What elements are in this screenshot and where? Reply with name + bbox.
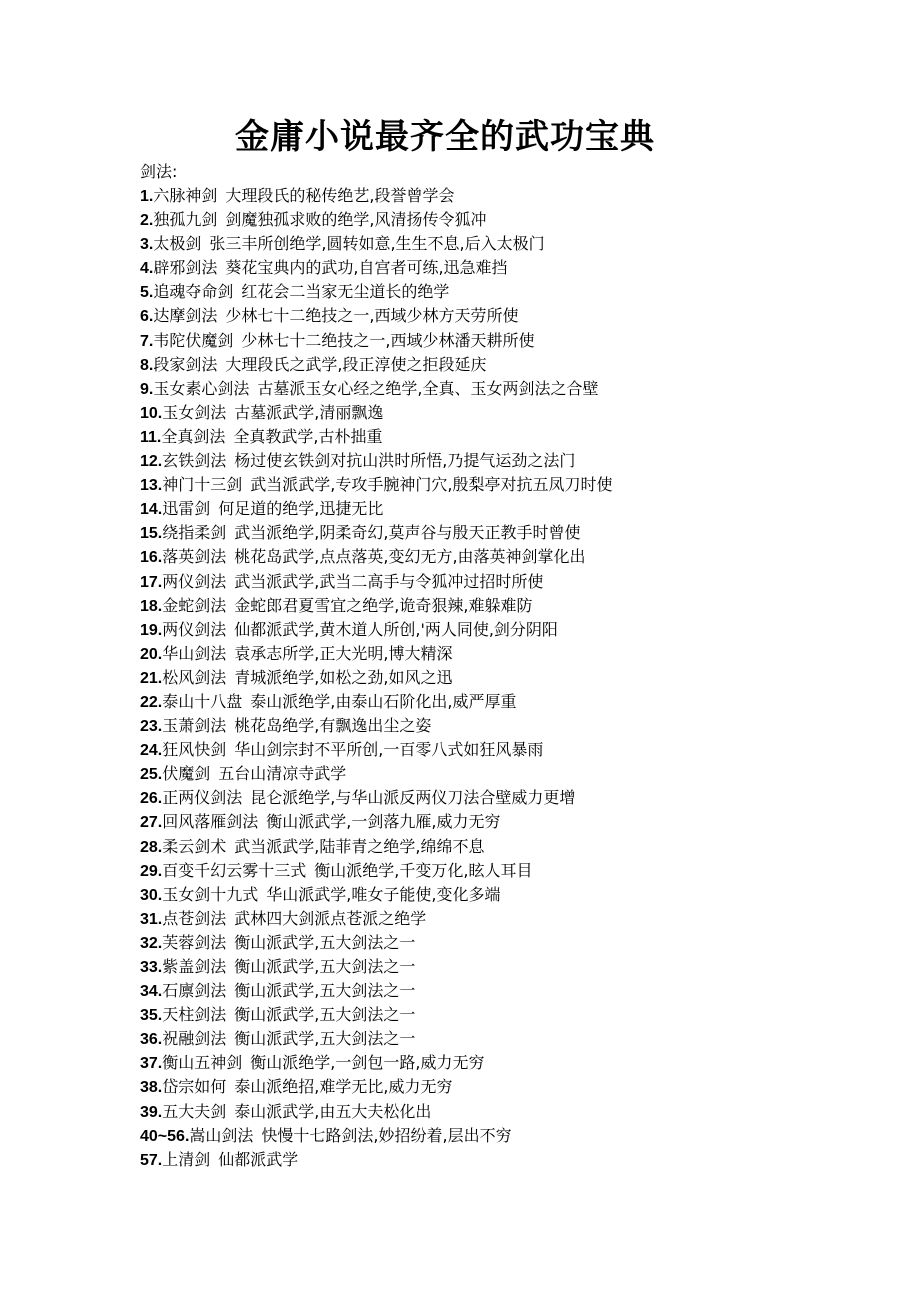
entry-technique-name: 两仪剑法 [162, 619, 227, 639]
entry-technique-name: 狂风快剑 [162, 740, 227, 760]
entry-description: 武当派武学,专攻手腕神门穴,殷梨亭对抗五凤刀时使 [250, 475, 613, 495]
entry-number: 21. [140, 669, 163, 687]
entry-number: 37. [140, 1055, 163, 1073]
entry-description: 少林七十二绝技之一,西域少林方天劳所使 [225, 306, 519, 326]
entry-number: 15. [140, 525, 163, 543]
entry-description: 衡山派绝学,千变万化,眩人耳目 [314, 860, 533, 880]
entry-technique-name: 紫盖剑法 [162, 957, 227, 976]
entry-number: 40~56. [140, 1127, 190, 1145]
entry-technique-name: 追魂夺命剑 [153, 282, 234, 302]
list-item [140, 1124, 900, 1148]
entry-description: 衡山派武学,五大剑法之一 [234, 981, 416, 1001]
entry-description: 张三丰所创绝学,圆转如意,生生不息,后入太极门 [209, 234, 545, 254]
entry-number: 36. [140, 1031, 163, 1049]
entry-description: 古墓派武学,清丽飘逸 [234, 402, 384, 422]
entry-number: 32. [140, 934, 163, 952]
entry-technique-name: 落英剑法 [162, 547, 227, 567]
entry-description: 泰山派绝学,由泰山石阶化出,威严厚重 [250, 691, 517, 711]
list-item [140, 377, 900, 401]
list-item [140, 1075, 900, 1099]
entry-description: 桃花岛绝学,有飘逸出尘之姿 [234, 716, 432, 736]
entry-description: 泰山派武学,由五大夫松化出 [234, 1101, 432, 1121]
entry-technique-name: 达摩剑法 [153, 306, 218, 326]
list-item [140, 280, 900, 304]
entry-number: 39. [140, 1103, 163, 1121]
list-item [140, 425, 900, 449]
list-item [140, 859, 900, 883]
entry-description: 衡山派武学,一剑落九雁,威力无穷 [266, 812, 501, 832]
entry-description: 昆仑派绝学,与华山派反两仪刀法合壁威力更增 [250, 788, 576, 808]
entry-description: 仙都派武学 [218, 1149, 299, 1169]
list-item [140, 690, 900, 714]
entry-number: 22. [140, 693, 163, 711]
entry-technique-name: 石廪剑法 [162, 981, 227, 1001]
entry-number: 33. [140, 959, 163, 976]
list-item [140, 642, 900, 666]
entry-number: 31. [140, 910, 163, 928]
list-item [140, 184, 900, 208]
entry-number: 28. [140, 838, 163, 856]
list-item [140, 401, 900, 425]
list-item [140, 329, 900, 353]
entry-description: 剑魔独孤求败的绝学,风清扬传令狐冲 [225, 210, 487, 230]
entry-number: 16. [140, 549, 163, 567]
entry-technique-name: 点苍剑法 [162, 908, 227, 928]
entry-number: 13. [140, 477, 163, 495]
entry-number: 5. [140, 284, 154, 302]
list-item [140, 786, 900, 810]
entry-technique-name: 玉女素心剑法 [153, 378, 250, 398]
entry-technique-name: 辟邪剑法 [153, 258, 218, 278]
entry-number: 18. [140, 597, 163, 615]
list-item [140, 835, 900, 859]
entry-number: 8. [140, 356, 154, 374]
entry-description: 华山派武学,唯女子能使,变化多端 [266, 884, 501, 904]
entry-technique-name: 回风落雁剑法 [162, 812, 259, 832]
entry-technique-name: 芙蓉剑法 [162, 932, 227, 952]
entry-number: 12. [140, 453, 163, 471]
entry-number: 26. [140, 790, 163, 808]
entry-number: 35. [140, 1007, 163, 1025]
entry-technique-name: 韦陀伏魔剑 [153, 330, 234, 350]
list-item [140, 570, 900, 594]
entry-number: 29. [140, 862, 163, 880]
entry-description: 古墓派玉女心经之绝学,全真、玉女两剑法之合壁 [257, 378, 599, 398]
entry-technique-name: 全真剑法 [161, 426, 226, 446]
list-item [140, 1027, 900, 1051]
entry-description: 袁承志所学,正大光明,博大精深 [234, 643, 453, 663]
entry-number: 57. [140, 1151, 163, 1169]
list-item [140, 810, 900, 834]
list-item [140, 473, 900, 497]
list-item [140, 449, 900, 473]
entry-technique-name: 泰山十八盘 [162, 691, 243, 711]
list-item [140, 714, 900, 738]
list-item [140, 353, 900, 377]
entry-number: 6. [140, 308, 154, 326]
list-item [140, 883, 900, 907]
list-item [140, 304, 900, 328]
entry-technique-name: 神门十三剑 [162, 475, 243, 495]
entry-description: 武林四大剑派点苍派之绝学 [234, 908, 427, 928]
entry-technique-name: 祝融剑法 [162, 1029, 227, 1049]
entry-description: 少林七十二绝技之一,西域少林潘天耕所使 [241, 330, 535, 350]
entry-description: 桃花岛武学,点点落英,变幻无方,由落英神剑掌化出 [234, 547, 586, 567]
entry-number: 25. [140, 766, 163, 784]
entry-description: 金蛇郎君夏雪宜之绝学,诡奇狠辣,难躲难防 [234, 595, 533, 615]
entry-technique-name: 正两仪剑法 [162, 788, 243, 808]
entry-technique-name: 迅雷剑 [162, 499, 211, 519]
list-item [140, 1051, 900, 1075]
entry-description: 华山剑宗封不平所创,一百零八式如狂风暴雨 [234, 740, 544, 760]
entry-number: 11. [140, 428, 162, 446]
entry-technique-name: 玉萧剑法 [162, 716, 227, 736]
entry-description: 武当派武学,陆菲青之绝学,绵绵不息 [234, 836, 485, 856]
entry-number: 30. [140, 886, 163, 904]
section-heading: 剑法: [140, 162, 178, 181]
entry-number: 19. [140, 621, 163, 639]
entry-technique-name: 上清剑 [162, 1149, 211, 1169]
entry-description: 仙都派武学,黄木道人所创,'两人同使,剑分阴阳 [234, 619, 558, 639]
entry-technique-name: 伏魔剑 [162, 764, 211, 784]
list-item [140, 907, 900, 931]
entry-number: 3. [140, 236, 154, 254]
entry-description: 杨过使玄铁剑对抗山洪时所悟,乃提气运劲之法门 [234, 451, 576, 471]
entry-technique-name: 华山剑法 [162, 643, 227, 663]
list-item [140, 521, 900, 545]
list-item [140, 1003, 900, 1027]
entry-number: 10. [140, 404, 163, 422]
entry-number: 38. [140, 1079, 163, 1097]
entry-technique-name: 五大夫剑 [162, 1101, 227, 1121]
list-item [140, 1100, 900, 1124]
entry-number: 24. [140, 742, 163, 760]
list-item [140, 256, 900, 280]
entry-technique-name: 玉女剑十九式 [162, 884, 259, 904]
list-item [140, 545, 900, 569]
list-item [140, 931, 900, 955]
entry-technique-name: 松风剑法 [162, 667, 227, 687]
list-item [140, 594, 900, 618]
entry-description: 武当派武学,武当二高手与令狐冲过招时所使 [234, 571, 544, 591]
entry-technique-name: 绕指柔剑 [162, 523, 227, 543]
list-item [140, 979, 900, 1003]
entry-number: 34. [140, 983, 163, 1001]
entry-description: 衡山派绝学,一剑包一路,威力无穷 [250, 1053, 485, 1073]
entry-description: 衡山派武学,五大剑法之一 [234, 1005, 416, 1025]
entry-description: 衡山派武学,五大剑法之一 [234, 932, 416, 952]
entry-description: 衡山派武学,五大剑法之一 [234, 957, 416, 976]
entry-technique-name: 段家剑法 [153, 354, 218, 374]
entry-technique-name: 两仪剑法 [162, 571, 227, 591]
entry-technique-name: 天柱剑法 [162, 1005, 227, 1025]
list-item [140, 955, 900, 979]
list-item [140, 666, 900, 690]
list-item [140, 232, 900, 256]
entry-technique-name: 六脉神剑 [153, 186, 218, 205]
entry-number: 14. [140, 501, 163, 519]
entry-technique-name: 金蛇剑法 [162, 595, 227, 615]
list-item [140, 762, 900, 786]
list-item [140, 497, 900, 521]
entry-number: 1. [140, 188, 154, 205]
entry-description: 红花会二当家无尘道长的绝学 [241, 282, 450, 302]
entry-description: 全真教武学,古朴拙重 [233, 426, 383, 446]
entry-number: 23. [140, 718, 163, 736]
entry-description: 何足道的绝学,迅捷无比 [218, 499, 384, 519]
entry-description: 大理段氏的秘传绝艺,段誉曾学会 [225, 186, 455, 205]
entry-number: 17. [140, 573, 163, 591]
document-title: 金庸小说最齐全的武功宝典 [235, 117, 655, 157]
entry-technique-name: 百变千幻云雾十三式 [162, 860, 307, 880]
entry-description: 五台山清凉寺武学 [218, 764, 347, 784]
entry-number: 27. [140, 814, 163, 832]
entry-technique-name: 衡山五神剑 [162, 1053, 243, 1073]
entry-technique-name: 太极剑 [153, 234, 202, 254]
entry-description: 武当派绝学,阴柔奇幻,莫声谷与殷天正教手时曾使 [234, 523, 581, 543]
entry-number: 9. [140, 380, 154, 398]
list-item [140, 618, 900, 642]
list-item [140, 1148, 900, 1172]
entry-technique-name: 独孤九剑 [153, 210, 218, 230]
entry-description: 大理段氏之武学,段正淳使之拒段延庆 [225, 354, 487, 374]
entry-technique-name: 玄铁剑法 [162, 451, 227, 471]
entry-number: 20. [140, 645, 163, 663]
entry-description: 青城派绝学,如松之劲,如风之迅 [234, 667, 453, 687]
entry-description: 快慢十七路剑法,妙招纷着,层出不穷 [261, 1125, 512, 1145]
entry-description: 葵花宝典内的武功,自宫者可练,迅急难挡 [225, 258, 508, 278]
entry-technique-name: 岱宗如何 [162, 1077, 227, 1097]
entry-technique-name: 玉女剑法 [162, 402, 227, 422]
entry-number: 4. [140, 260, 154, 278]
entry-technique-name: 嵩山剑法 [189, 1125, 254, 1145]
entry-number: 2. [140, 212, 154, 230]
list-item [140, 738, 900, 762]
entry-technique-name: 柔云剑术 [162, 836, 227, 856]
sword-technique-list [140, 184, 900, 1172]
entry-description: 衡山派武学,五大剑法之一 [234, 1029, 416, 1049]
entry-description: 泰山派绝招,难学无比,威力无穷 [234, 1077, 453, 1097]
entry-number: 7. [140, 332, 154, 350]
list-item [140, 208, 900, 232]
